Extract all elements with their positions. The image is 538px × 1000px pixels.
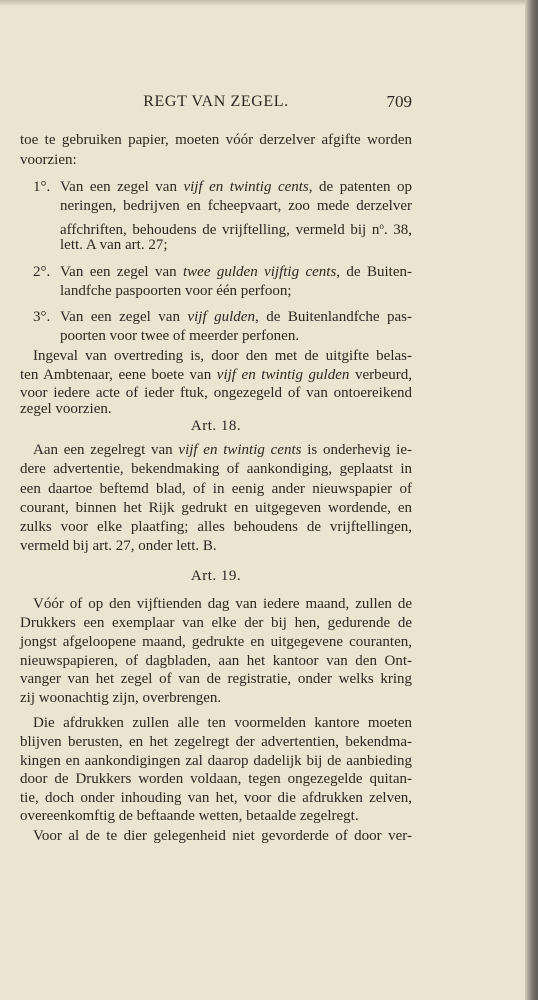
running-title: REGT VAN ZEGEL. bbox=[143, 93, 289, 110]
italic-amount: vijf gulden bbox=[187, 309, 255, 325]
text-line bbox=[20, 441, 412, 460]
text-segment: verbeurd, bbox=[349, 367, 412, 383]
text-line: Ingeval van overtreding is, door den met de uitgifte belas- bbox=[33, 348, 412, 364]
text-segment: Van een zegel van bbox=[60, 179, 184, 195]
text-line bbox=[60, 217, 412, 236]
text-segment: , de Buiten- bbox=[336, 264, 412, 280]
page-edge-shadow bbox=[525, 0, 538, 1000]
text-line: nieuwspapieren, of dagbladen, aan het kantoor van den Ont- bbox=[20, 653, 412, 669]
text-segment: affchriften, behoudens de vrijftelling, vermeld bij n bbox=[60, 222, 380, 238]
superscript-segment: o bbox=[379, 221, 384, 231]
text-segment: , de Buitenlandfche pas- bbox=[254, 309, 412, 325]
text-line bbox=[60, 308, 412, 327]
text-segment: , de patenten op bbox=[308, 179, 412, 195]
text-segment: is onderhevig ie- bbox=[301, 442, 412, 458]
text-segment: . 38, bbox=[383, 222, 413, 238]
article-heading: Art. 18. bbox=[190, 418, 242, 434]
text-line: courant, binnen het Rijk gedrukt en uitgegeven wordende, en bbox=[20, 500, 412, 516]
text-line: voorzien: bbox=[20, 152, 77, 168]
text-line: Drukkers een exemplaar van elke der bij hen, gedurende de bbox=[20, 615, 412, 631]
text-line: landfche paspoorten voor één perfoon; bbox=[60, 283, 292, 299]
italic-amount: vijf en twintig cents bbox=[183, 179, 309, 195]
text-line: Die afdrukken zullen alle ten voormelden kantore moeten bbox=[33, 715, 412, 731]
page-number: 709 bbox=[386, 92, 412, 111]
top-edge-shadow bbox=[0, 0, 525, 6]
text-segment: Aan een zegelregt van bbox=[33, 442, 179, 458]
italic-amount: twee gulden vijftig cents bbox=[183, 264, 337, 280]
text-line bbox=[60, 263, 412, 282]
text-line: kingen en aankondigingen zal daarop dadelijk bij de aanbieding bbox=[20, 753, 412, 769]
text-line: voor iedere acte of ieder ftuk, ongezegeld of van ontoereikend bbox=[20, 385, 412, 401]
text-line: lett. A van art. 27; bbox=[60, 237, 168, 253]
text-segment: Van een zegel van bbox=[60, 309, 188, 325]
text-line: neringen, bedrijven en fcheepvaart, zoo mede derzelver bbox=[60, 198, 412, 214]
text-line: vermeld bij art. 27, onder lett. B. bbox=[20, 538, 217, 554]
text-line: zegel voorzien. bbox=[20, 401, 112, 417]
text-line: toe te gebruiken papier, moeten vóór derzelver afgifte worden bbox=[20, 132, 412, 148]
text-line: tie, doch onder inhouding van het, voor die afdrukken zelven, bbox=[20, 790, 412, 806]
list-number: 2°. bbox=[33, 264, 51, 280]
text-line: zulks voor elke plaatfing; alles behoudens de vrijftellingen, bbox=[20, 519, 412, 535]
text-line: vanger van het zegel of van de registratie, onder welks kring bbox=[20, 671, 412, 687]
text-line: Voor al de te dier gelegenheid niet gevorderde of door ver- bbox=[33, 828, 412, 844]
text-line: zij woonachtig zijn, overbrengen. bbox=[20, 690, 222, 706]
list-number: 3°. bbox=[33, 309, 51, 325]
italic-amount: vijf en twintig cents bbox=[178, 442, 302, 458]
text-line: Vóór of op den vijftienden dag van iedere maand, zullen de bbox=[33, 596, 412, 612]
italic-amount: vijf en twintig gulden bbox=[216, 367, 350, 383]
text-segment: Van een zegel van bbox=[60, 264, 183, 280]
text-segment: ten Ambtenaar, eene boete van bbox=[20, 367, 217, 383]
text-line: jongst afgeloopene maand, gedrukte en uitgegevene couranten, bbox=[20, 634, 412, 650]
article-heading: Art. 19. bbox=[190, 568, 242, 584]
list-number: 1°. bbox=[33, 179, 51, 195]
text-line bbox=[20, 366, 412, 385]
text-line bbox=[60, 178, 412, 197]
text-line: dere advertentie, bekendmaking of aankondiging, geplaatst in bbox=[20, 461, 412, 477]
text-line: blijven berusten, en het zegelregt der advertentien, bekendma- bbox=[20, 734, 412, 750]
text-line: poorten voor twee of meerder perfonen. bbox=[60, 328, 300, 344]
text-line: een daartoe beftemd blad, of in eenig ander nieuwspapier of bbox=[20, 481, 412, 497]
text-line: door de Drukkers worden voldaan, tegen ongezegelde quitan- bbox=[20, 771, 412, 787]
text-line: overeenkomftig de beftaande wetten, betaalde zegelregt. bbox=[20, 808, 359, 824]
